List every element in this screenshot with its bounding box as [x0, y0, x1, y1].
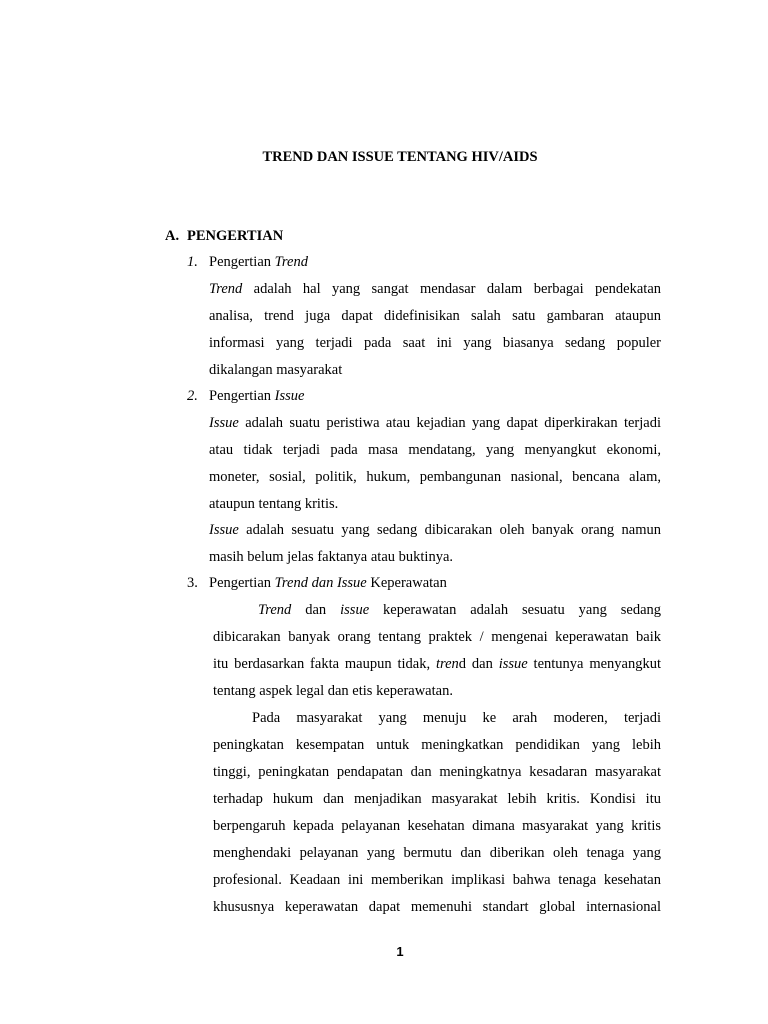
- item-3-label: [187, 573, 447, 593]
- paragraph-line: moneter, sosial, politik, hukum, pembangunan nasional, bencana alam,: [209, 469, 661, 485]
- item-2-label-prefix: Pengertian: [209, 388, 275, 404]
- section-heading: [165, 226, 283, 246]
- item-3-label-italic: Trend dan Issue: [274, 575, 367, 591]
- item-3-number: 3.: [187, 575, 198, 591]
- item-1-label-prefix: Pengertian: [209, 254, 275, 270]
- paragraph-line: itu berdasarkan fakta maupun tidak, trend dan issue tentunya menyangkut: [213, 656, 662, 672]
- item-2-label-italic: Issue: [274, 388, 305, 404]
- paragraph-line: atau tidak terjadi pada masa mendatang, yang menyangkut ekonomi,: [209, 442, 661, 458]
- paragraph-line: analisa, trend juga dapat didefinisikan salah satu gambaran ataupun: [209, 308, 661, 324]
- item-1-label-italic: Trend: [274, 254, 308, 270]
- item-1-label: [187, 252, 308, 272]
- item-2-paragraph-2: [209, 517, 661, 571]
- item-3-paragraph-2: [213, 705, 661, 921]
- paragraph-line: tentang aspek legal dan etis keperawatan.: [213, 683, 453, 699]
- paragraph-line: dibicarakan banyak orang tentang praktek / mengenai keperawatan baik: [213, 629, 661, 645]
- item-2-number: 2.: [187, 388, 198, 404]
- paragraph-line: dikalangan masyarakat: [209, 362, 343, 378]
- paragraph-line: masih belum jelas faktanya atau buktinya.: [209, 549, 454, 565]
- paragraph-line: Issue adalah suatu peristiwa atau kejadian yang dapat diperkirakan terjadi: [209, 415, 661, 431]
- paragraph-line: berpengaruh kepada pelayanan kesehatan dimana masyarakat yang kritis: [213, 818, 661, 834]
- paragraph-line: ataupun tentang kritis.: [209, 496, 339, 512]
- item-1-number: 1.: [187, 254, 198, 270]
- item-3-paragraph: [213, 597, 661, 705]
- paragraph-line: tinggi, peningkatan pendapatan dan meningkatnya kesadaran masyarakat: [213, 764, 661, 780]
- item-3-label-prefix: Pengertian: [209, 575, 275, 591]
- paragraph-line: menghendaki pelayanan yang bermutu dan diberikan oleh tenaga yang: [213, 845, 661, 861]
- paragraph-line: Trend dan issue keperawatan adalah sesuatu yang sedang: [258, 602, 662, 618]
- paragraph-line: peningkatan kesempatan untuk meningkatkan pendidikan yang lebih: [213, 737, 661, 753]
- document-title: TREND DAN ISSUE TENTANG HIV/AIDS: [262, 149, 538, 165]
- paragraph-line: profesional. Keadaan ini memberikan implikasi bahwa tenaga kesehatan: [213, 872, 661, 888]
- item-2-paragraph: [209, 410, 661, 518]
- page-number: 1: [396, 944, 404, 959]
- paragraph-line: terhadap hukum dan menjadikan masyarakat lebih kritis. Kondisi itu: [213, 791, 661, 807]
- paragraph-line: Trend adalah hal yang sangat mendasar dalam berbagai pendekatan: [209, 281, 661, 297]
- paragraph-line: Issue adalah sesuatu yang sedang dibicarakan oleh banyak orang namun: [209, 522, 661, 538]
- item-2-label: [187, 386, 304, 406]
- section-letter: A.: [165, 228, 180, 244]
- paragraph-line: informasi yang terjadi pada saat ini yang biasanya sedang populer: [209, 335, 661, 351]
- paragraph-line: khususnya keperawatan dapat memenuhi standart global internasional: [213, 899, 661, 915]
- section-heading-text: PENGERTIAN: [187, 228, 284, 244]
- paragraph-line: Pada masyarakat yang menuju ke arah moderen, terjadi: [252, 710, 661, 726]
- item-1-paragraph: [209, 276, 661, 384]
- item-3-label-suffix: Keperawatan: [366, 575, 447, 591]
